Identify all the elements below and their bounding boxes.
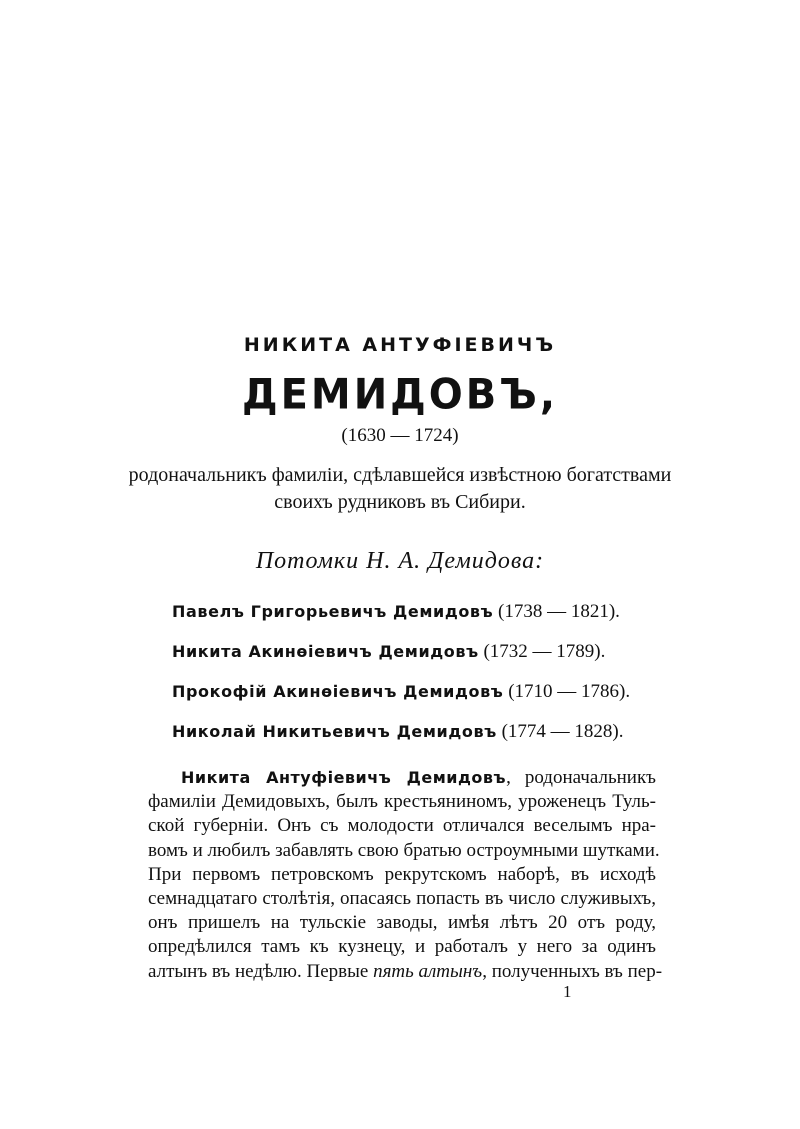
descendant-name: Николай Никитьевичъ Демидовъ <box>172 722 497 741</box>
body-line: вомъ и любилъ забавлять свою братью остроумными шутками. <box>148 839 660 861</box>
lead-name: Никита Антуфіевичъ Демидовъ <box>181 768 507 787</box>
last-line-end: , полученныхъ въ пер- <box>482 960 663 982</box>
descendant-name: Никита Акинѳіевичъ Демидовъ <box>172 642 479 661</box>
last-line-italic: пять алтынъ <box>373 960 483 982</box>
body-line: онъ пришелъ на тульскіе заводы, имѣя лѣтъ 20 отъ роду, <box>148 912 656 934</box>
body-line <box>148 960 663 984</box>
body-line: ской губерніи. Онъ съ молодости отличался веселымъ нра- <box>148 815 656 837</box>
descendant-name: Павелъ Григорьевичъ Демидовъ <box>172 602 494 621</box>
subtitle-line-1: родоначальникъ фамиліи, сдѣлавшейся извѣстною богатствами <box>128 464 672 486</box>
page-number: 1 <box>563 982 572 1001</box>
body-line: При первомъ петровскомъ рекрутскомъ наборѣ, въ исходѣ <box>148 863 656 885</box>
body-line: семнадцатаго столѣтія, опасаясь попасть въ число служивыхъ, <box>148 887 656 909</box>
lead-rest: , родоначальникъ <box>506 767 657 788</box>
last-line-start: алтынъ въ недѣлю. Первые <box>148 960 374 982</box>
subtitle <box>0 462 800 516</box>
surname-title: ДЕМИДОВЪ, <box>241 370 559 420</box>
body-line: фамиліи Демидовыхъ, былъ крестьяниномъ, уроженецъ Туль- <box>148 791 656 813</box>
descendant-item <box>172 672 732 712</box>
descendant-years: (1732 — 1789). <box>483 641 606 662</box>
descendant-years: (1774 — 1828). <box>501 721 624 742</box>
descendant-item <box>172 712 732 752</box>
body-line <box>148 766 656 790</box>
descendant-item <box>172 632 732 672</box>
descendants-list <box>172 592 732 752</box>
descendant-item <box>172 592 732 632</box>
subtitle-line-2: своихъ рудниковъ въ Сибири. <box>274 491 526 513</box>
descendant-name: Прокофій Акинѳіевичъ Демидовъ <box>172 682 504 701</box>
descendants-heading: Потомки Н. А. Демидова: <box>255 548 545 574</box>
body-paragraph <box>148 766 663 984</box>
life-years: (1630 — 1724) <box>341 425 459 446</box>
body-line: опредѣлился тамъ къ кузнецу, и работалъ у него за одинъ <box>148 936 656 958</box>
descendant-years: (1710 — 1786). <box>508 681 631 702</box>
author-name: НИКИТА АНТУФІЕВИЧЪ <box>243 334 557 356</box>
descendant-years: (1738 — 1821). <box>498 601 620 622</box>
